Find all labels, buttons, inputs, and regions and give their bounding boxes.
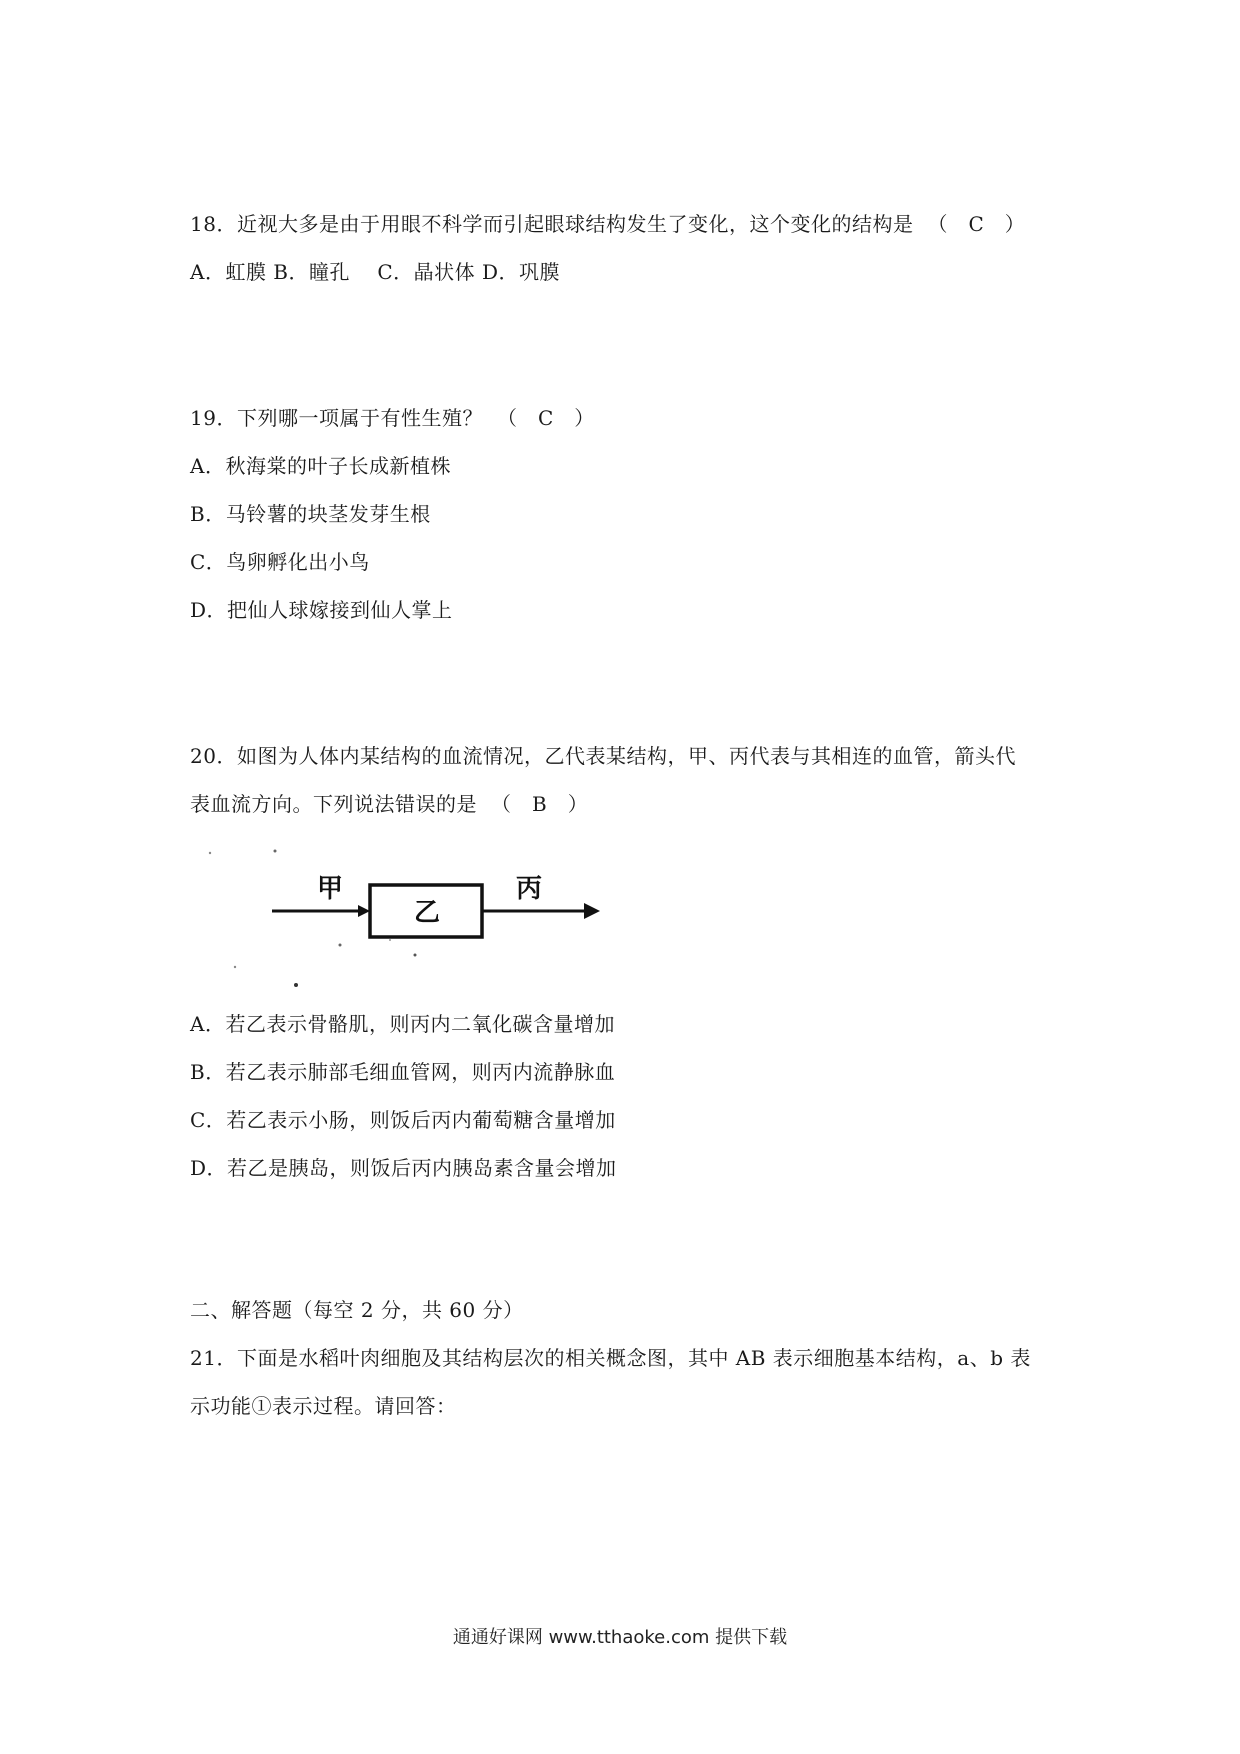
q20-answer: （ B ） <box>491 792 589 816</box>
scan-speck <box>339 944 342 947</box>
q19-stem-line <box>190 404 595 432</box>
q19-stem: 19．下列哪一项属于有性生殖？ <box>190 406 483 430</box>
q21-stem-line1: 21．下面是水稻叶肉细胞及其结构层次的相关概念图，其中 AB 表示细胞基本结构，a、b 表 <box>190 1346 1031 1370</box>
q19-option-a: A．秋海棠的叶子长成新植株 <box>190 454 451 478</box>
section2-heading: 二、解答题（每空 2 分，共 60 分） <box>190 1298 524 1322</box>
q20-stem: 表血流方向。下列说法错误的是 <box>190 792 477 816</box>
q20-option-a: A．若乙表示骨骼肌，则丙内二氧化碳含量增加 <box>190 1012 615 1036</box>
scan-speck <box>234 966 236 968</box>
q21-stem-line2: 示功能①表示过程。请回答： <box>190 1394 457 1418</box>
blood-flow-diagram <box>200 845 620 995</box>
q19-answer: （ C ） <box>496 406 595 430</box>
blood-flow-svg <box>200 845 620 995</box>
q18-stem-line <box>190 210 1025 238</box>
label-yi: 乙 <box>414 898 441 928</box>
scan-speck <box>414 954 417 957</box>
q18-answer: （ C ） <box>927 212 1026 236</box>
q19-option-d: D．把仙人球嫁接到仙人掌上 <box>190 598 453 622</box>
q18-options: A．虹膜 B．瞳孔 C．晶状体 D．巩膜 <box>190 260 561 284</box>
q20-stem-line2 <box>190 790 588 818</box>
scan-speck <box>294 983 298 987</box>
scan-speck <box>389 939 391 941</box>
q18-stem: 18．近视大多是由于用眼不科学而引起眼球结构发生了变化，这个变化的结构是 <box>190 212 914 236</box>
label-bing: 丙 <box>516 874 543 904</box>
q19-option-c: C．鸟卵孵化出小鸟 <box>190 550 370 574</box>
label-jia: 甲 <box>317 874 344 904</box>
outflow-arrowhead <box>584 903 600 919</box>
page-footer: 通通好课网 www.tthaoke.com 提供下载 <box>452 1627 788 1648</box>
inflow-arrowhead <box>358 905 370 917</box>
q20-stem-line1: 20．如图为人体内某结构的血流情况，乙代表某结构，甲、丙代表与其相连的血管，箭头代 <box>190 744 1016 768</box>
scan-speck <box>274 850 277 853</box>
scan-speck <box>209 852 211 854</box>
q19-option-b: B．马铃薯的块茎发芽生根 <box>190 502 431 526</box>
q20-option-d: D．若乙是胰岛，则饭后丙内胰岛素含量会增加 <box>190 1156 617 1180</box>
q20-option-b: B．若乙表示肺部毛细血管网，则丙内流静脉血 <box>190 1060 616 1084</box>
q20-option-c: C．若乙表示小肠，则饭后丙内葡萄糖含量增加 <box>190 1108 616 1132</box>
